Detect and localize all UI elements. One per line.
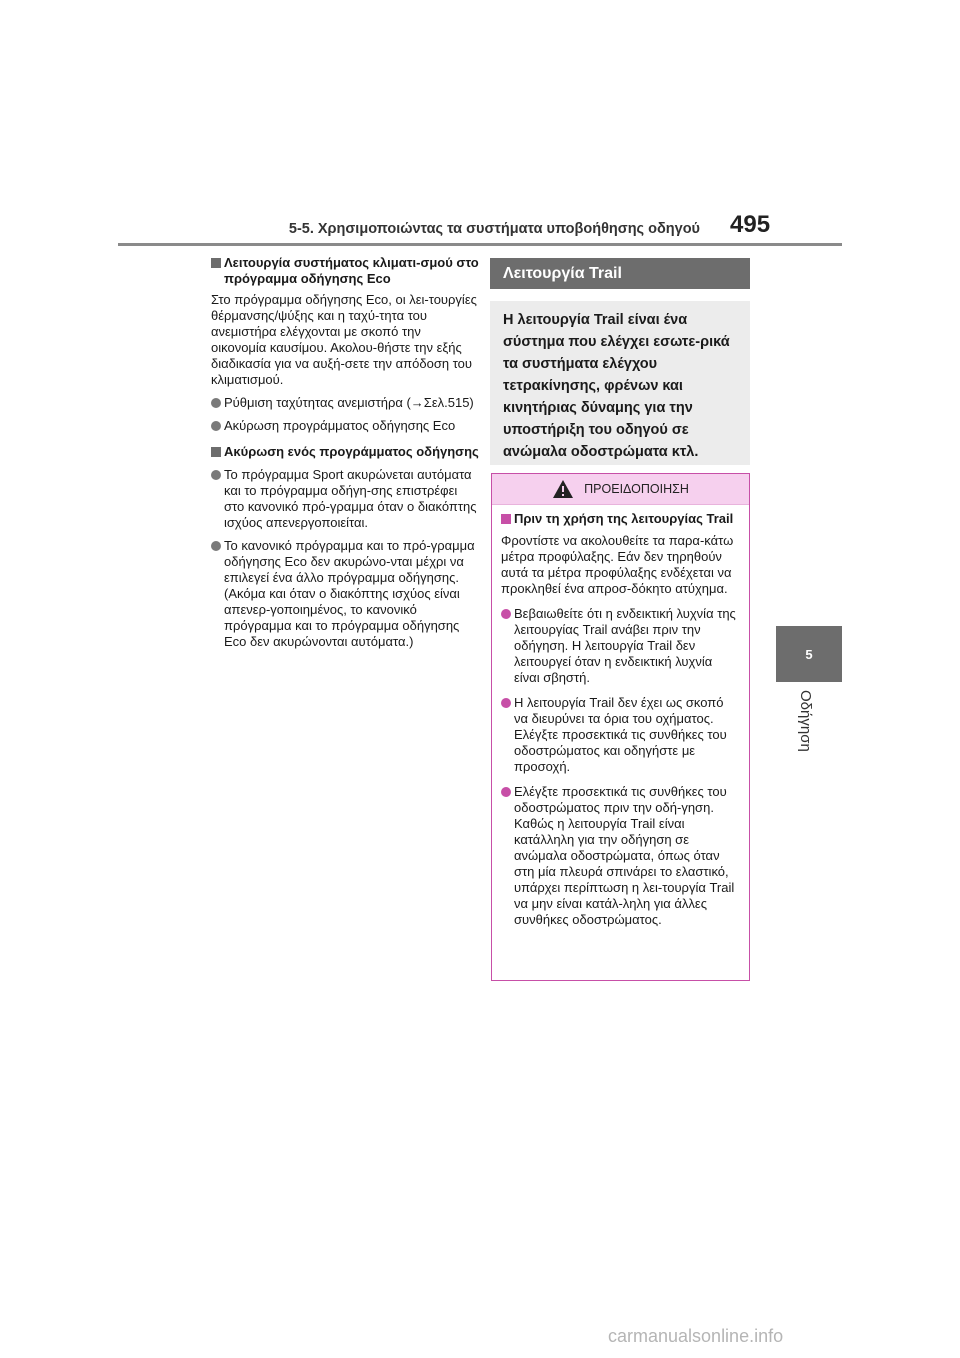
- watermark: carmanualsonline.info: [608, 1326, 784, 1346]
- chapter-tab[interactable]: [776, 626, 842, 682]
- section-title-trail: Λειτουργία Trail: [490, 258, 750, 289]
- warning-header: [492, 474, 749, 505]
- page-number: 495: [730, 211, 771, 238]
- warning-heading: Πριν τη χρήση της λειτουργίας Trail: [501, 511, 741, 527]
- chapter-label: Οδήγηση: [797, 690, 814, 752]
- warning-bullet-indicator: Βεβαιωθείτε ότι η ενδεικτική λυχνία της λειτουργίας Trail ανάβει πριν την οδήγηση. Η λειτουργία Trail δεν λειτουργεί όταν η ενδεικτική λυχνία είναι σβηστή.: [501, 606, 741, 686]
- section-heading-cancel-mode: Ακύρωση ενός προγράμματος οδήγησης: [211, 444, 479, 460]
- bullet-fan-speed: Ρύθμιση ταχύτητας ανεμιστήρα (→Σελ.515): [211, 395, 479, 411]
- warning-bullet-limits: Η λειτουργία Trail δεν έχει ως σκοπό να διευρύνει τα όρια του οχήματος. Ελέγξτε προσεκτικά τις συνθήκες του οδοστρώματος και οδηγήστε με προσοχή.: [501, 695, 741, 775]
- warning-bullet-road-conditions: Ελέγξτε προσεκτικά τις συνθήκες του οδοστρώματος πριν την οδή-γηση. Καθώς η λειτουργία Trail είναι κατάλληλη για την οδήγηση σε ανώμαλα οδοστρώματα, όπως όταν στη μία πλευρά σπινάρει το ελαστικό, υπάρχει περίπτωση η λει-τουργία Trail να μην είναι κατάλ-ληλη για άλλες συνθήκες οδοστρώματος.: [501, 784, 741, 928]
- bullet-normal-eco-cancel: Το κανονικό πρόγραμμα και το πρό-γραμμα οδήγησης Eco δεν ακυρώνο-νται μέχρι να επιλεγεί ένα άλλο πρόγραμμα οδήγησης. (Ακόμα και όταν ο διακόπτης ισχύος είναι απενερ-γοποιημένος, το κανονικό πρόγραμμα και το πρόγραμμα οδήγησης Eco δεν ακυρώνονται αυτόματα.): [211, 538, 479, 650]
- chapter-number: 5: [805, 646, 813, 662]
- section-heading-climate-eco: Λειτουργία συστήματος κλιματι-σμού στο πρόγραμμα οδήγησης Eco: [211, 255, 479, 287]
- paragraph-climate-eco: Στο πρόγραμμα οδήγησης Eco, οι λει-τουργίες θέρμανσης/ψύξης και η ταχύ-τητα του ανεμιστήρα ελέγχονται με σκοπό την οικονομία καυσίμου. Ακολου-θήστε την εξής διαδικασία για να αυξή-σετε την απόδοση του κλιματισμού.: [211, 292, 477, 387]
- warning-body: [492, 505, 749, 928]
- warning-paragraph: Φροντίστε να ακολουθείτε τα παρα-κάτω μέτρα προφύλαξης. Εάν δεν τηρηθούν αυτά τα μέτρα προφύλαξης ενδέχεται να προκληθεί ένα απροσ-δόκητο ατύχημα.: [501, 533, 734, 596]
- warning-box: [491, 473, 750, 981]
- warning-title: ΠΡΟΕΙΔΟΠΟΙΗΣΗ: [584, 482, 689, 496]
- header-divider: [118, 243, 842, 246]
- warning-triangle-icon: [552, 479, 574, 499]
- header-title: 5-5. Χρησιμοποιώντας τα συστήματα υποβοήθησης οδηγού: [288, 221, 700, 237]
- bullet-cancel-eco: Ακύρωση προγράμματος οδήγησης Eco: [211, 418, 479, 434]
- left-column: [211, 255, 479, 650]
- section-intro-trail: Η λειτουργία Trail είναι ένα σύστημα που ελέγχει εσωτε-ρικά τα συστήματα ελέγχου τετρακίνησης, φρένων και κινητήριας δύναμης για την υποστήριξη του οδηγού σε ανώμαλα οδοστρώματα κτλ.: [490, 301, 750, 465]
- bullet-sport-cancel: Το πρόγραμμα Sport ακυρώνεται αυτόματα και το πρόγραμμα οδήγη-σης επιστρέφει στο κανονικό πρό-γραμμα όταν ο διακόπτης ισχύος απενεργοποιείται.: [211, 467, 479, 531]
